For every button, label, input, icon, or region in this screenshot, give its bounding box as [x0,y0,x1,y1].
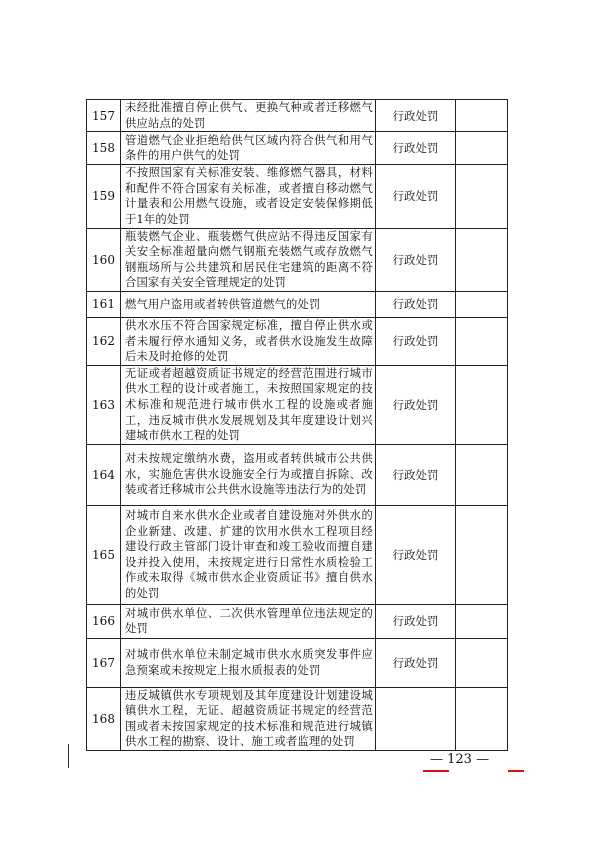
row-item-text: 供水水压不符合国家规定标准，擅自停止供水或者未履行停水通知义务，或者供水设施发生故障后未及时抢修的处罚 [121,317,376,365]
row-note-cell [456,505,508,604]
binding-margin-line [68,744,69,768]
page-number-underline-right [508,770,524,772]
row-item-text: 不按照国家有关标准安装、维修燃气器具，材料和配件不符合国家有关标准，或者擅自移动燃气计量表和公用燃气设施，或者设定安装保修期低于1年的处罚 [121,165,376,228]
page-number-underline-left [423,770,449,772]
row-category: 行政处罚 [376,165,456,228]
row-note-cell [456,444,508,505]
row-note-cell [456,291,508,317]
table-row [87,444,508,505]
row-number: 162 [87,317,121,365]
row-category: 行政处罚 [376,604,456,638]
table-row [87,687,508,750]
row-number: 168 [87,687,121,750]
row-category [376,687,456,750]
row-note-cell [456,165,508,228]
table-row [87,100,508,132]
row-item-text: 对未按规定缴纳水费，盗用或者转供城市公共供水，实施危害供水设施安全行为或擅自拆除、改装或者迁移城市公共供水设施等违法行为的处罚 [121,444,376,505]
row-number: 165 [87,505,121,604]
row-note-cell [456,100,508,132]
row-number: 163 [87,365,121,444]
row-number: 159 [87,165,121,228]
row-note-cell [456,638,508,687]
row-category: 行政处罚 [376,228,456,291]
row-category: 行政处罚 [376,100,456,132]
row-note-cell [456,228,508,291]
row-item-text: 未经批准擅自停止供气、更换气种或者迁移燃气供应站点的处罚 [121,100,376,132]
row-number: 160 [87,228,121,291]
row-number: 158 [87,132,121,165]
table-row [87,291,508,317]
row-item-text: 违反城镇供水专项规划及其年度建设计划建设城镇供水工程，无证、超越资质证书规定的经营范围或者未按国家规定的技术标准和规范进行城镇供水工程的勘察、设计、施工或者监理的处罚 [121,687,376,750]
row-number: 157 [87,100,121,132]
row-item-text: 瓶装燃气企业、瓶装燃气供应站不得违反国家有关安全标准超量向燃气钢瓶充装燃气或存放燃气钢瓶场所与公共建筑和居民住宅建筑的距离不符合国家有关安全管理规定的处罚 [121,228,376,291]
row-item-text: 燃气用户盗用或者转供管道燃气的处罚 [121,291,376,317]
table-row [87,317,508,365]
table-row [87,132,508,165]
row-number: 166 [87,604,121,638]
row-category: 行政处罚 [376,365,456,444]
table-row [87,604,508,638]
page-number [430,752,489,767]
row-item-text: 对城市供水单位未制定城市供水水质突发事件应急预案或未按规定上报水质报表的处罚 [121,638,376,687]
row-category: 行政处罚 [376,638,456,687]
row-category: 行政处罚 [376,444,456,505]
row-category: 行政处罚 [376,505,456,604]
row-item-text: 对城市自来水供水企业或者自建设施对外供水的企业新建、改建、扩建的饮用水供水工程项目经建设行政主管部门设计审查和竣工验收而擅自建设并投入使用，未按规定进行日常性水质检验工作或未取得《城市供水企业资质证书》擅自供水的处罚 [121,505,376,604]
row-number: 167 [87,638,121,687]
row-note-cell [456,604,508,638]
table-row [87,638,508,687]
row-number: 161 [87,291,121,317]
page-number-dash-left: — [430,752,443,767]
penalty-items-table [86,99,508,751]
row-category: 行政处罚 [376,291,456,317]
page-number-value: 123 [447,752,472,767]
table-row [87,505,508,604]
row-note-cell [456,132,508,165]
row-item-text: 管道燃气企业拒绝给供气区域内符合供气和用气条件的用户供气的处罚 [121,132,376,165]
row-category: 行政处罚 [376,132,456,165]
table-row [87,165,508,228]
row-number: 164 [87,444,121,505]
row-item-text: 对城市供水单位、二次供水管理单位违法规定的处罚 [121,604,376,638]
table-row [87,365,508,444]
table-row [87,228,508,291]
row-note-cell [456,687,508,750]
page-number-dash-right: — [476,752,490,767]
row-note-cell [456,365,508,444]
row-item-text: 无证或者超越资质证书规定的经营范围进行城市供水工程的设计或者施工，未按照国家规定的技术标准和规范进行城市供水工程的设施或者施工，违反城市供水发展规划及其年度建设计划兴建城市供水工程的处罚 [121,365,376,444]
row-note-cell [456,317,508,365]
row-category: 行政处罚 [376,317,456,365]
